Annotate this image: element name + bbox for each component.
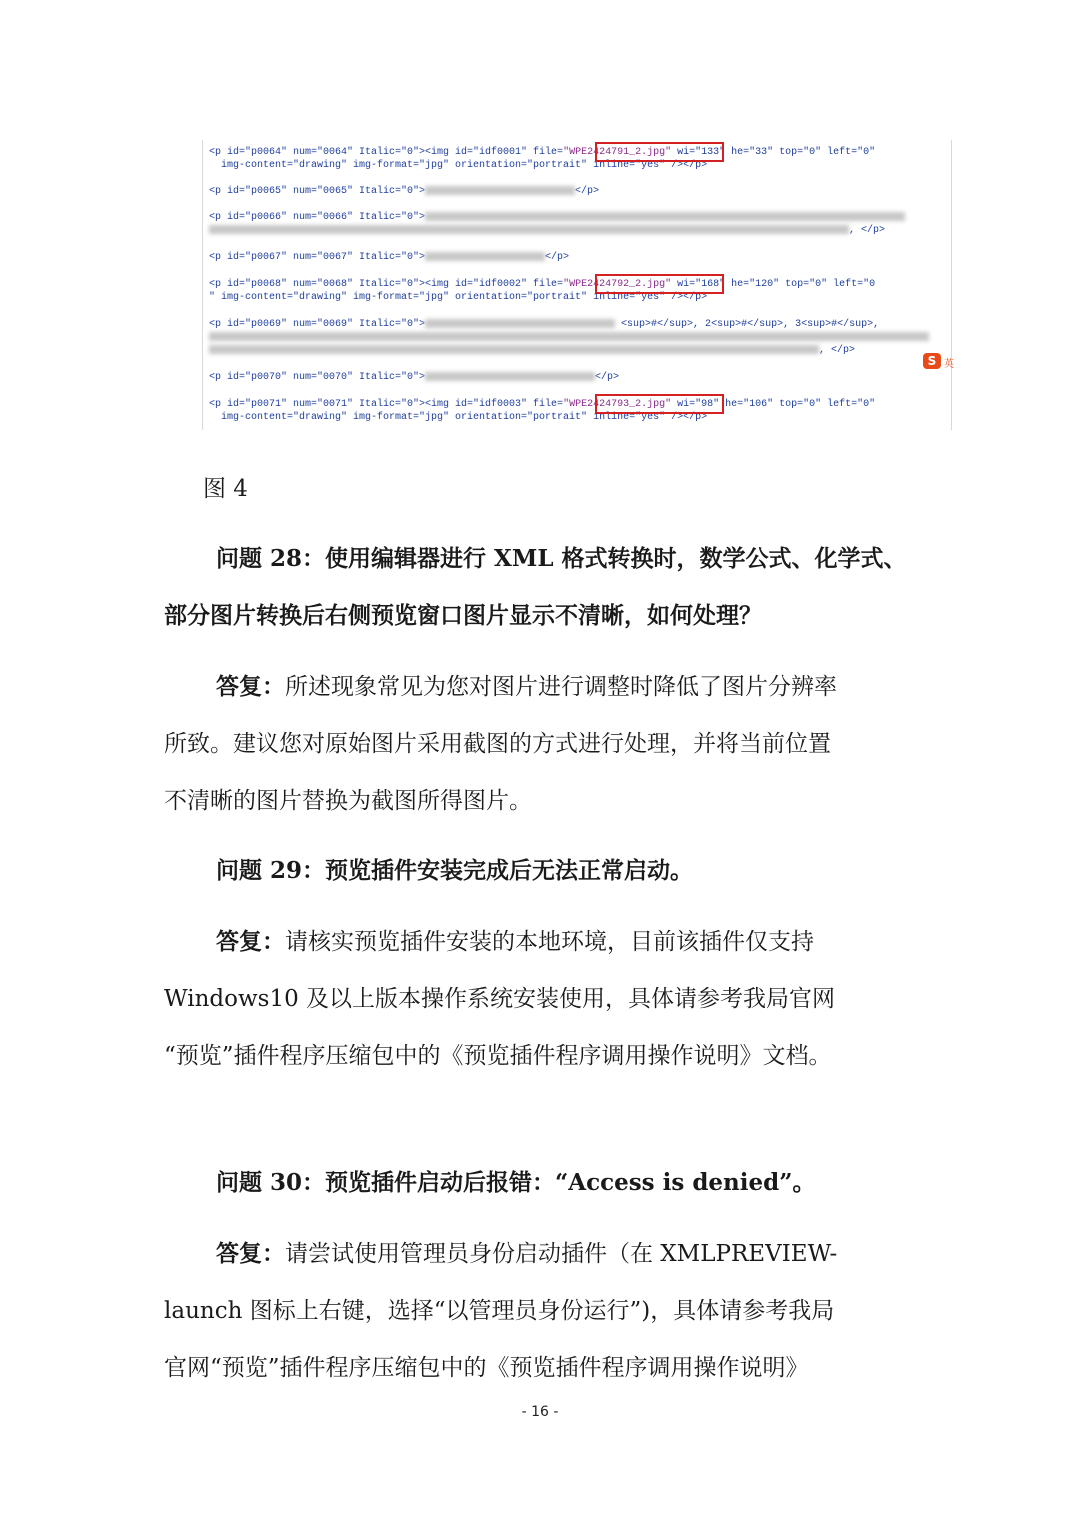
answer-30-line2: launch 图标上右键，选择“以管理员身份运行”)，具体请参考我局: [164, 1298, 835, 1324]
answer-29-line1: 答复：请核实预览插件安装的本地环境，目前该插件仅支持: [216, 928, 814, 955]
question-28-line2: 部分图片转换后右侧预览窗口图片显示不清晰，如何处理？: [164, 602, 762, 629]
code-line-p0068-cont: " img-content="drawing" img-format="jpg" orientation="portrait" inline="yes" /></p>: [209, 292, 708, 303]
highlight-box-file-3: [595, 394, 724, 414]
code-line-p0067: <p id="p0067" num="0067" Italic="0"> </p>: [209, 252, 570, 263]
code-line-p0071-cont: img-content="drawing" img-format="jpg" orientation="portrait" inline="yes" /></p>: [209, 412, 708, 423]
question-29: 问题 29：预览插件安装完成后无法正常启动。: [216, 857, 694, 884]
code-line-p0069-cont2: , </p>: [209, 344, 855, 357]
code-line-p0064-cont: img-content="drawing" img-format="jpg" orientation="portrait" inline="yes" /></p>: [209, 160, 708, 171]
code-line-p0069-cont1: [209, 331, 929, 344]
code-line-p0065: <p id="p0065" num="0065" Italic="0"> </p>: [209, 186, 600, 197]
answer-28-line1: 答复：所述现象常见为您对图片进行调整时降低了图片分辨率: [216, 673, 837, 700]
code-line-p0066: <p id="p0066" num="0066" Italic="0">: [209, 211, 905, 224]
answer-28-line3: 不清晰的图片替换为截图所得图片。: [164, 788, 532, 814]
ime-language-label: 英: [944, 359, 954, 370]
answer-30-line3: 官网“预览”插件程序压缩包中的《预览插件程序调用操作说明》: [164, 1355, 809, 1381]
answer-29-line2: Windows10 及以上版本操作系统安装使用，具体请参考我局官网: [164, 986, 836, 1012]
code-line-p0071: <p id="p0071" num="0071" Italic="0"><img id="idf0003" file="WPE2424793_2.jpg" wi="98" he="106" top="0" left="0": [209, 399, 876, 410]
question-30: 问题 30：预览插件启动后报错：“Access is denied”。: [216, 1169, 816, 1196]
figure-caption: 图 4: [203, 476, 248, 502]
xml-code-screenshot: [202, 140, 952, 430]
answer-28-line2: 所致。建议您对原始图片采用截图的方式进行处理，并将当前位置: [164, 731, 831, 757]
answer-30-line1: 答复：请尝试使用管理员身份启动插件（在 XMLPREVIEW-: [216, 1240, 838, 1267]
answer-29-line3: “预览”插件程序压缩包中的《预览插件程序调用操作说明》文档。: [164, 1043, 832, 1069]
code-line-p0069: <p id="p0069" num="0069" Italic="0"> <sup>#</sup>, 2<sup>#</sup>, 3<sup>#</sup>,: [209, 319, 880, 330]
page-number: - 16 -: [521, 1404, 559, 1420]
highlight-box-file-1: [595, 142, 724, 162]
highlight-box-file-2: [595, 274, 724, 294]
code-line-p0064: <p id="p0064" num="0064" Italic="0"><img id="idf0001" file="WPE2424791_2.jpg" wi="133" he="33" top="0" left="0": [209, 147, 876, 158]
code-line-p0068: <p id="p0068" num="0068" Italic="0"><img id="idf0002" file="WPE2424792_2.jpg" wi="168" he="120" top="0" left="0: [209, 279, 876, 290]
question-28-line1: 问题 28：使用编辑器进行 XML 格式转换时，数学公式、化学式、: [216, 545, 907, 572]
code-line-p0066-cont: , </p>: [209, 224, 885, 237]
ime-logo-icon: S: [923, 353, 941, 369]
code-line-p0070: <p id="p0070" num="0070" Italic="0"> </p>: [209, 372, 620, 383]
